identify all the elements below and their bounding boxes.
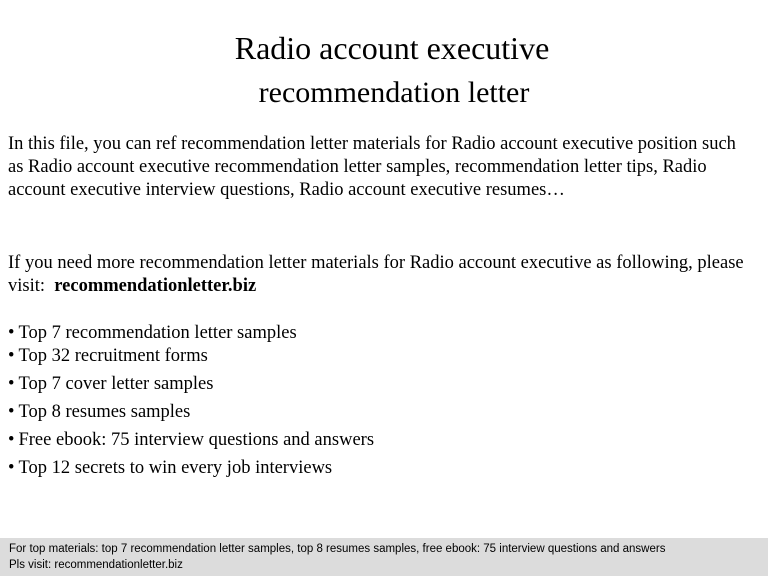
title-line-2: recommendation letter: [258, 76, 530, 109]
list-item: • Top 32 recruitment forms: [8, 344, 753, 372]
list-item: • Top 7 cover letter samples: [8, 372, 753, 400]
footer-bar: [0, 538, 768, 576]
list-item: • Top 8 resumes samples: [8, 400, 753, 428]
footer-line-2: Pls visit: recommendationletter.biz: [9, 559, 183, 571]
list-item: • Top 12 secrets to win every job interviews: [8, 456, 753, 484]
title-line-1: Radio account executive: [234, 30, 550, 66]
visit-site-link[interactable]: recommendationletter.biz: [54, 276, 257, 296]
footer-line-1: For top materials: top 7 recommendation letter samples, top 8 resumes samples, free ebook: 75 interview questions and answers: [9, 543, 666, 555]
visit-text: If you need more recommendation letter materials for Radio account executive as following, please visit:: [8, 253, 744, 296]
intro-paragraph: In this file, you can ref recommendation letter materials for Radio account executive position such as Radio account executive recommendation letter samples, recommendation letter tips, Radio account executive interview questions, Radio account executive resumes…: [8, 134, 736, 200]
visit-paragraph: [8, 252, 753, 298]
list-item: • Top 7 recommendation letter samples: [8, 321, 753, 344]
resource-list: [8, 321, 753, 484]
list-item: • Free ebook: 75 interview questions and answers: [8, 428, 753, 456]
